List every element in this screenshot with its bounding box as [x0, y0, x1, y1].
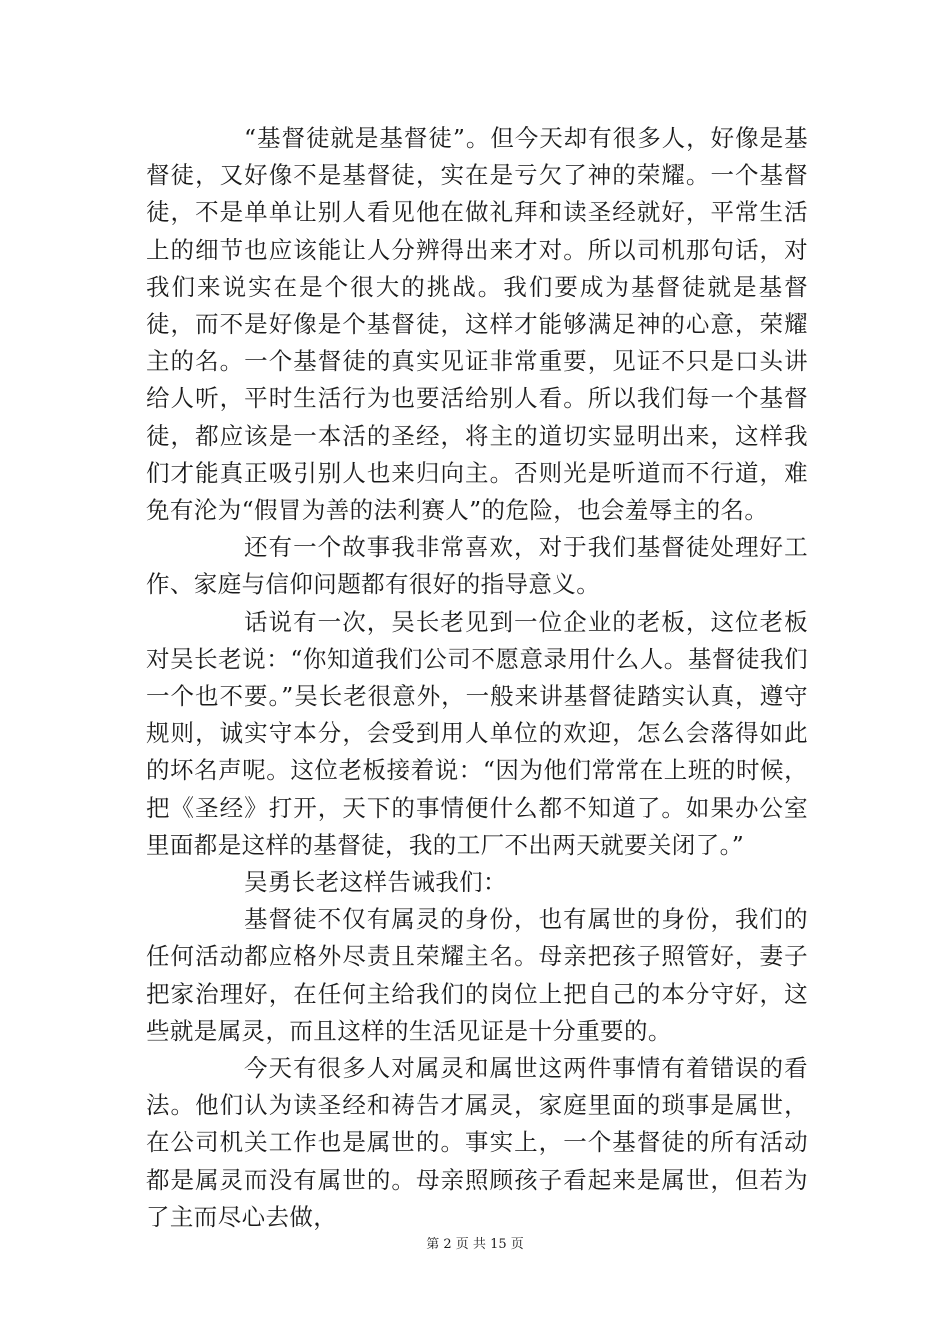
- page-label-middle: 页 共: [455, 1237, 486, 1252]
- paragraph-5: 基督徒不仅有属灵的身份，也有属世的身份，我们的任何活动都应格外尽责且荣耀主名。母亲把孩子照管好，妻子把家治理好，在任何主给我们的岗位上把自己的本分守好，这些就是属灵，而且这样的生活见证是十分重要的。: [146, 905, 808, 1045]
- document-body: [146, 120, 808, 1236]
- paragraph-3: 话说有一次，吴长老见到一位企业的老板，这位老板对吴长老说：“你知道我们公司不愿意录用什么人。基督徒我们一个也不要。”吴长老很意外，一般来讲基督徒踏实认真，遵守规则，诚实守本分，会受到用人单位的欢迎，怎么会落得如此的坏名声呢。这位老板接着说：“因为他们常常在上班的时候，把《圣经》打开，天下的事情便什么都不知道了。如果办公室里面都是这样的基督徒，我的工厂不出两天就要关闭了。”: [146, 607, 808, 859]
- paragraph-4: 吴勇长老这样告诫我们：: [244, 868, 507, 897]
- page-footer: [0, 1233, 950, 1252]
- paragraph-1: “基督徒就是基督徒”。但今天却有很多人，好像是基督徒，又好像不是基督徒，实在是亏欠了神的荣耀。一个基督徒，不是单单让别人看见他在做礼拜和读圣经就好，平常生活上的细节也应该能让人分辨得出来才对。所以司机那句话，对我们来说实在是个很大的挑战。我们要成为基督徒就是基督徒，而不是好像是个基督徒，这样才能够满足神的心意，荣耀主的名。一个基督徒的真实见证非常重要，见证不只是口头讲给人听，平时生活行为也要活给别人看。所以我们每一个基督徒，都应该是一本活的圣经，将主的道切实显明出来，这样我们才能真正吸引别人也来归向主。否则光是听道而不行道，难免有沦为“假冒为善的法利赛人”的危险，也会羞辱主的名。: [146, 124, 808, 525]
- page-label-prefix: 第: [426, 1237, 440, 1252]
- paragraph-2: 还有一个故事我非常喜欢，对于我们基督徒处理好工作、家庭与信仰问题都有很好的指导意义。: [146, 533, 808, 599]
- paragraph-6: 今天有很多人对属灵和属世这两件事情有着错误的看法。他们认为读圣经和祷告才属灵，家庭里面的琐事是属世，在公司机关工作也是属世的。事实上，一个基督徒的所有活动都是属灵而没有属世的。母亲照顾孩子看起来是属世，但若为了主而尽心去做，: [146, 1054, 808, 1231]
- page-label-suffix: 页: [510, 1237, 524, 1252]
- current-page-number: 2: [443, 1237, 452, 1252]
- total-pages-number: 15: [490, 1237, 507, 1252]
